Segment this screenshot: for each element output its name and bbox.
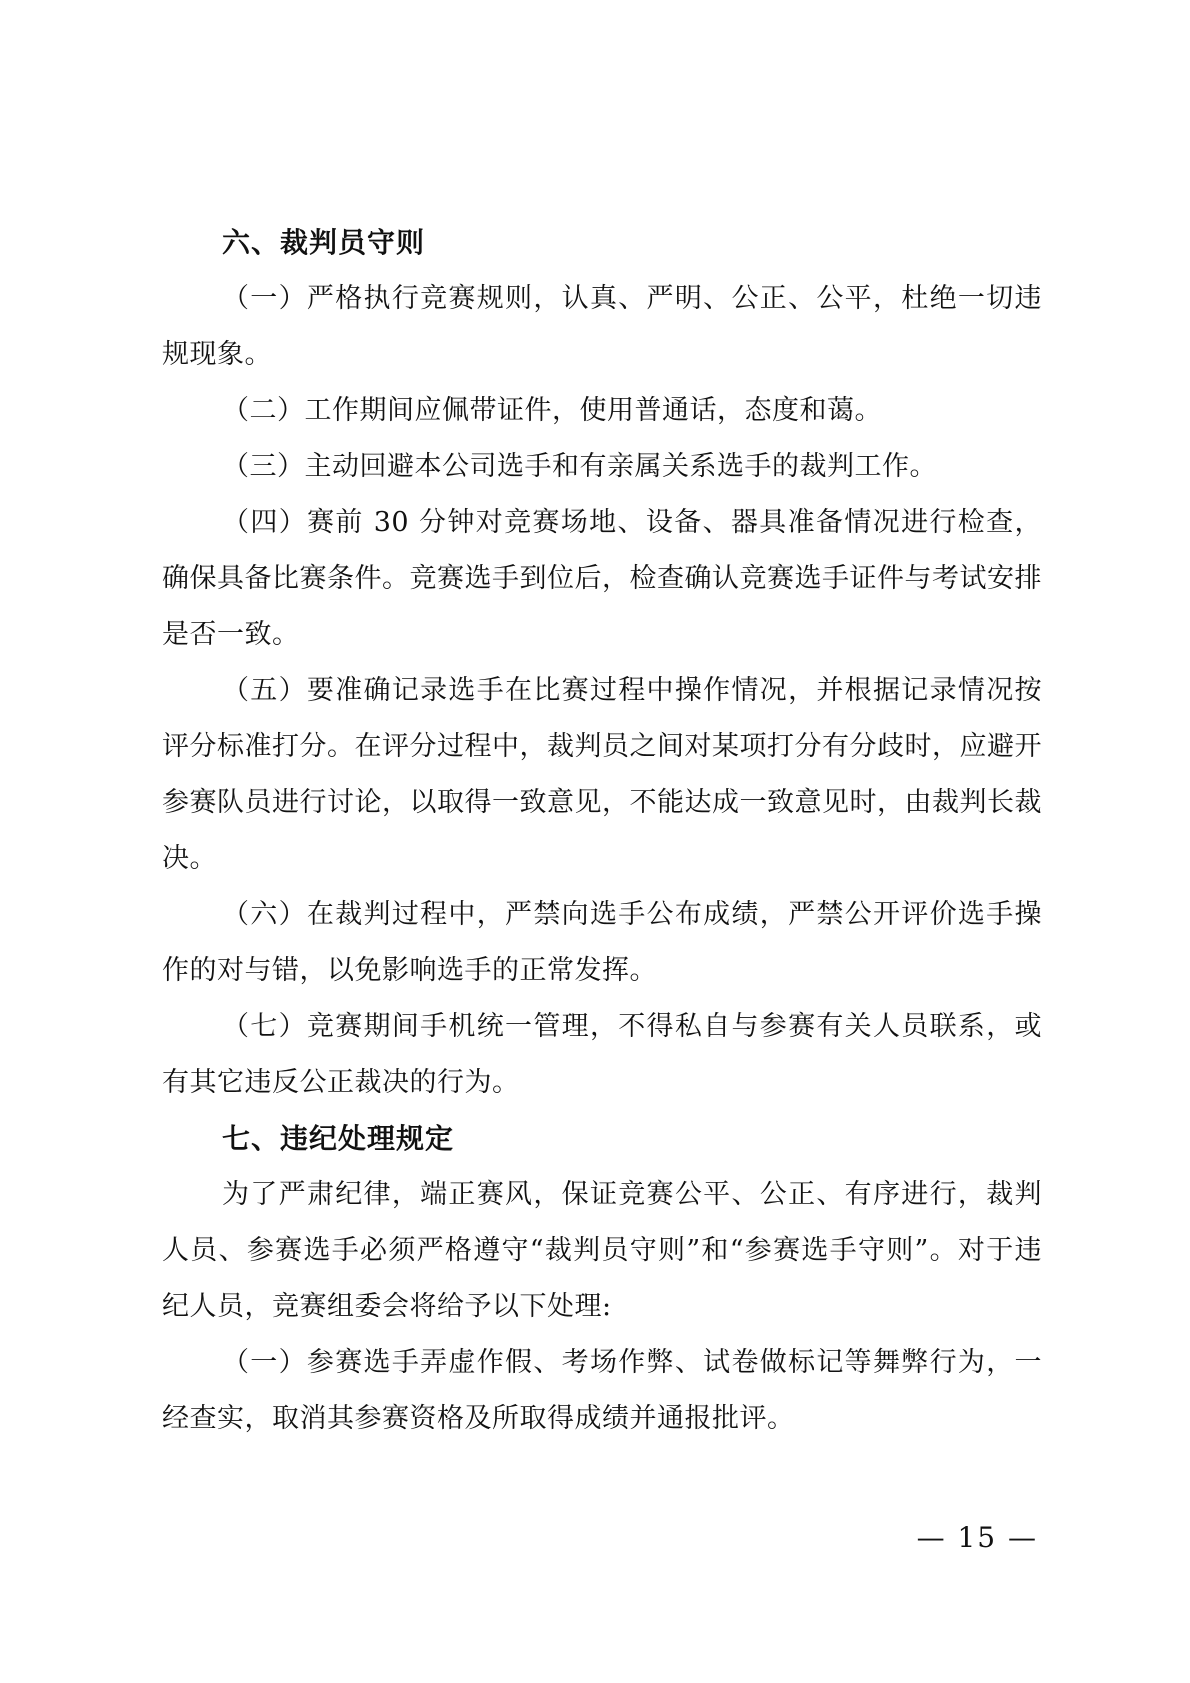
document-body bbox=[162, 215, 1042, 1447]
paragraph: （六）在裁判过程中，严禁向选手公布成绩，严禁公开评价选手操作的对与错，以免影响选手的正常发挥。 bbox=[162, 899, 1042, 986]
paragraph: （七）竞赛期间手机统一管理，不得私自与参赛有关人员联系，或有其它违反公正裁决的行为。 bbox=[162, 1011, 1042, 1098]
paragraph: （一）严格执行竞赛规则，认真、严明、公正、公平，杜绝一切违规现象。 bbox=[162, 283, 1042, 370]
paragraph: （三）主动回避本公司选手和有亲属关系选手的裁判工作。 bbox=[222, 451, 937, 482]
paragraph: （二）工作期间应佩带证件，使用普通话，态度和蔼。 bbox=[222, 395, 882, 426]
paragraph: （四）赛前 30 分钟对竞赛场地、设备、器具准备情况进行检查，确保具备比赛条件。竞赛选手到位后，检查确认竞赛选手证件与考试安排是否一致。 bbox=[162, 507, 1042, 650]
paragraph: （一）参赛选手弄虚作假、考场作弊、试卷做标记等舞弊行为，一经查实，取消其参赛资格及所取得成绩并通报批评。 bbox=[162, 1347, 1042, 1434]
paragraph: 为了严肃纪律，端正赛风，保证竞赛公平、公正、有序进行，裁判人员、参赛选手必须严格遵守“裁判员守则”和“参赛选手守则”。对于违纪人员，竞赛组委会将给予以下处理: bbox=[162, 1179, 1042, 1322]
section-heading-discipline-rules: 七、违纪处理规定 bbox=[222, 1122, 455, 1155]
page-number: — 15 — bbox=[916, 1521, 1038, 1554]
section-heading-referee-rules: 六、裁判员守则 bbox=[222, 226, 426, 259]
paragraph: （五）要准确记录选手在比赛过程中操作情况，并根据记录情况按评分标准打分。在评分过程中，裁判员之间对某项打分有分歧时，应避开参赛队员进行讨论，以取得一致意见，不能达成一致意见时，由裁判长裁决。 bbox=[162, 675, 1042, 874]
